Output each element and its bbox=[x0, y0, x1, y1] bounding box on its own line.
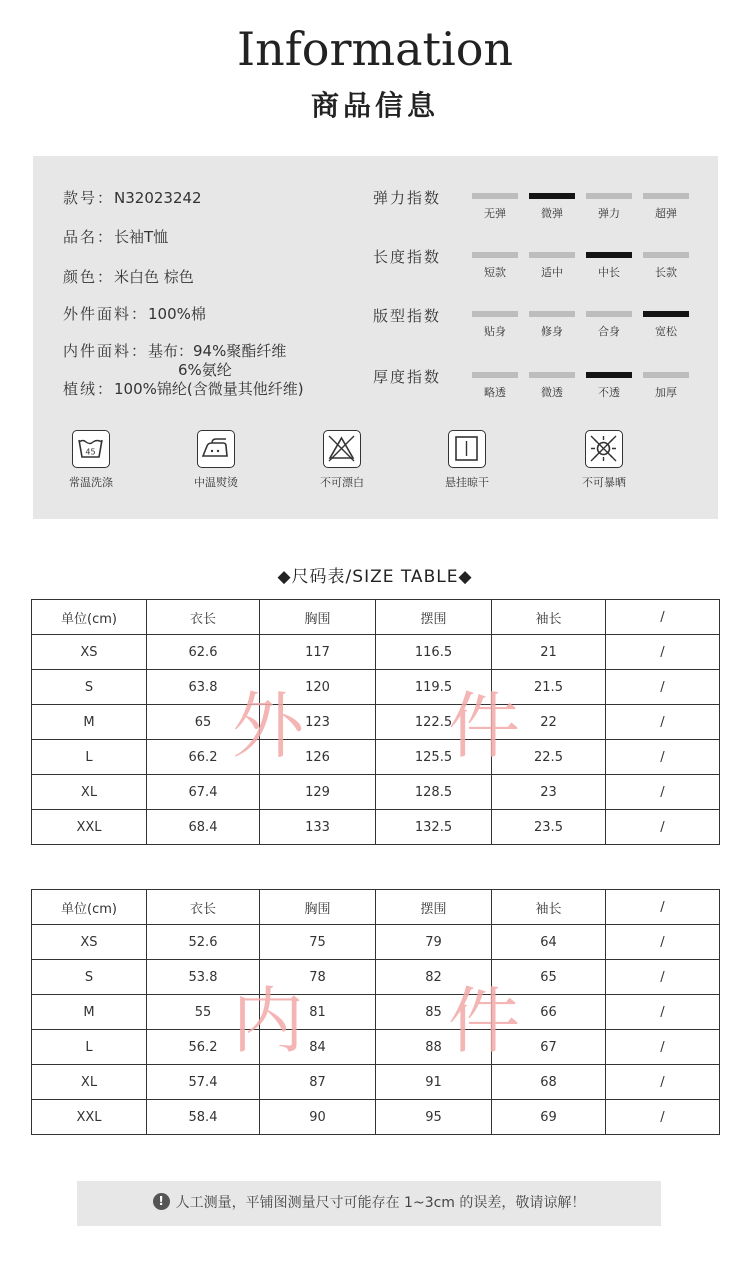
care-label: 不可暴晒 bbox=[582, 476, 626, 489]
table-cell: / bbox=[606, 740, 720, 775]
table-row bbox=[32, 810, 720, 845]
index-bar bbox=[643, 193, 689, 199]
table-cell: 62.6 bbox=[147, 635, 260, 670]
index-bar-selected bbox=[529, 193, 575, 199]
index-bar bbox=[472, 252, 518, 258]
spec-inner-fabric: 内件面料：基布：94%聚酯纤维 bbox=[63, 342, 287, 360]
watermark-char: 内 bbox=[232, 979, 305, 1063]
care-item bbox=[46, 430, 136, 490]
table-cell: 88 bbox=[376, 1030, 492, 1065]
table-header-cell: / bbox=[606, 600, 720, 635]
spec-style-no: 款号：N32023242 bbox=[63, 189, 202, 207]
index-title: 弹力指数 bbox=[373, 189, 442, 207]
size-label-cell: M bbox=[32, 705, 147, 740]
table-cell: 133 bbox=[260, 810, 376, 845]
table-cell: 85 bbox=[376, 995, 492, 1030]
diamond-icon: ◆ bbox=[458, 567, 473, 587]
title-zh: 商品信息 bbox=[310, 89, 439, 122]
no-bleach-icon bbox=[323, 430, 361, 468]
watermark-char: 件 bbox=[448, 979, 521, 1063]
table-cell: 125.5 bbox=[376, 740, 492, 775]
size-label-cell: XS bbox=[32, 635, 147, 670]
table-cell: 122.5 bbox=[376, 705, 492, 740]
table-cell: / bbox=[606, 810, 720, 845]
care-label: 常温洗涤 bbox=[69, 476, 113, 489]
size-label-cell: XXL bbox=[32, 1100, 147, 1135]
table-cell: 64 bbox=[492, 925, 606, 960]
table-header-row bbox=[32, 600, 720, 635]
no-sun-icon bbox=[585, 430, 623, 468]
table-cell: 132.5 bbox=[376, 810, 492, 845]
table-cell: / bbox=[606, 775, 720, 810]
table-row bbox=[32, 705, 720, 740]
table-header-row bbox=[32, 890, 720, 925]
table-cell: 67 bbox=[492, 1030, 606, 1065]
table-header-cell: 衣长 bbox=[147, 600, 260, 635]
table-cell: / bbox=[606, 1065, 720, 1100]
index-option-label: 不透 bbox=[598, 386, 620, 399]
table-cell: 68 bbox=[492, 1065, 606, 1100]
size-table-title: ◆尺码表/SIZE TABLE◆ bbox=[277, 567, 473, 587]
title-en: Information bbox=[236, 22, 514, 76]
size-label-cell: L bbox=[32, 1030, 147, 1065]
table-row bbox=[32, 670, 720, 705]
table-cell: 95 bbox=[376, 1100, 492, 1135]
table-row bbox=[32, 775, 720, 810]
diamond-icon: ◆ bbox=[277, 567, 292, 587]
table-row bbox=[32, 960, 720, 995]
table-cell: / bbox=[606, 705, 720, 740]
index-bar-selected bbox=[586, 252, 632, 258]
size-label-cell: XL bbox=[32, 775, 147, 810]
table-cell: 66 bbox=[492, 995, 606, 1030]
index-option-label: 贴身 bbox=[484, 325, 506, 338]
watermark-char: 件 bbox=[448, 684, 521, 768]
table-header-cell: 胸围 bbox=[260, 890, 376, 925]
index-option-label: 修身 bbox=[541, 325, 563, 338]
table-cell: 63.8 bbox=[147, 670, 260, 705]
table-cell: 23 bbox=[492, 775, 606, 810]
table-cell: 82 bbox=[376, 960, 492, 995]
table-cell: 22.5 bbox=[492, 740, 606, 775]
table-cell: 126 bbox=[260, 740, 376, 775]
index-option-label: 短款 bbox=[484, 266, 506, 279]
table-cell: 23.5 bbox=[492, 810, 606, 845]
table-header-cell: 摆围 bbox=[376, 890, 492, 925]
index-option-label: 适中 bbox=[541, 266, 563, 279]
table-cell: 128.5 bbox=[376, 775, 492, 810]
care-item bbox=[559, 430, 649, 490]
index-title: 厚度指数 bbox=[373, 368, 442, 386]
table-cell: 123 bbox=[260, 705, 376, 740]
table-cell: 65 bbox=[492, 960, 606, 995]
size-label-cell: S bbox=[32, 670, 147, 705]
table-cell: 79 bbox=[376, 925, 492, 960]
note-text: 人工测量，平铺图测量尺寸可能存在 1~3cm 的误差，敬请谅解！ bbox=[175, 1195, 586, 1211]
table-cell: 58.4 bbox=[147, 1100, 260, 1135]
index-title: 版型指数 bbox=[373, 307, 442, 325]
table-cell: 66.2 bbox=[147, 740, 260, 775]
table-cell: / bbox=[606, 1100, 720, 1135]
table-cell: 81 bbox=[260, 995, 376, 1030]
care-label: 不可漂白 bbox=[320, 476, 364, 489]
table-cell: 116.5 bbox=[376, 635, 492, 670]
table-cell: 75 bbox=[260, 925, 376, 960]
table-cell: 65 bbox=[147, 705, 260, 740]
index-bar-selected bbox=[586, 372, 632, 378]
index-bar-selected bbox=[643, 311, 689, 317]
table-header-cell: / bbox=[606, 890, 720, 925]
index-option-label: 长款 bbox=[655, 266, 677, 279]
table-cell: 56.2 bbox=[147, 1030, 260, 1065]
index-option-label: 微弹 bbox=[541, 207, 563, 220]
table-cell: 52.6 bbox=[147, 925, 260, 960]
table-cell: 119.5 bbox=[376, 670, 492, 705]
table-cell: 129 bbox=[260, 775, 376, 810]
table-row bbox=[32, 635, 720, 670]
table-cell: 87 bbox=[260, 1065, 376, 1100]
table-cell: 21.5 bbox=[492, 670, 606, 705]
table-cell: 57.4 bbox=[147, 1065, 260, 1100]
index-bar bbox=[472, 311, 518, 317]
table-cell: 21 bbox=[492, 635, 606, 670]
table-row bbox=[32, 995, 720, 1030]
hang-dry-icon bbox=[448, 430, 486, 468]
care-label: 中温熨烫 bbox=[194, 476, 238, 489]
table-cell: / bbox=[606, 925, 720, 960]
index-option-label: 超弹 bbox=[655, 207, 677, 220]
size-label-cell: XXL bbox=[32, 810, 147, 845]
table-cell: 91 bbox=[376, 1065, 492, 1100]
index-bar bbox=[472, 372, 518, 378]
index-bar bbox=[643, 372, 689, 378]
table-header-cell: 袖长 bbox=[492, 600, 606, 635]
table-cell: 67.4 bbox=[147, 775, 260, 810]
spec-flocking: 植绒：100%锦纶(含微量其他纤维) bbox=[63, 380, 304, 398]
table-cell: / bbox=[606, 960, 720, 995]
table-cell: 120 bbox=[260, 670, 376, 705]
spec-inner-fabric-2: 6%氨纶 bbox=[178, 361, 232, 379]
table-header-cell: 单位(cm) bbox=[32, 890, 147, 925]
table-row bbox=[32, 1065, 720, 1100]
table-header-cell: 单位(cm) bbox=[32, 600, 147, 635]
size-label-cell: M bbox=[32, 995, 147, 1030]
index-option-label: 中长 bbox=[598, 266, 620, 279]
table-header-cell: 摆围 bbox=[376, 600, 492, 635]
index-bar bbox=[472, 193, 518, 199]
table-cell: 22 bbox=[492, 705, 606, 740]
table-cell: 78 bbox=[260, 960, 376, 995]
table-cell: 90 bbox=[260, 1100, 376, 1135]
table-cell: 68.4 bbox=[147, 810, 260, 845]
index-bar bbox=[643, 252, 689, 258]
table-cell: 69 bbox=[492, 1100, 606, 1135]
table-row bbox=[32, 740, 720, 775]
index-option-label: 宽松 bbox=[655, 325, 677, 338]
table-cell: / bbox=[606, 995, 720, 1030]
iron-medium-icon bbox=[197, 430, 235, 468]
table-header-cell: 袖长 bbox=[492, 890, 606, 925]
size-label-cell: XS bbox=[32, 925, 147, 960]
table-cell: 84 bbox=[260, 1030, 376, 1065]
table-cell: / bbox=[606, 670, 720, 705]
size-label-cell: L bbox=[32, 740, 147, 775]
table-row bbox=[32, 1100, 720, 1135]
index-bar bbox=[529, 311, 575, 317]
index-bar bbox=[529, 372, 575, 378]
table-row bbox=[32, 925, 720, 960]
index-option-label: 略透 bbox=[484, 386, 506, 399]
wash-temperature: 45 bbox=[85, 447, 96, 457]
table-header-cell: 衣长 bbox=[147, 890, 260, 925]
care-label: 悬挂晾干 bbox=[445, 476, 489, 489]
spec-outer-fabric: 外件面料：100%棉 bbox=[63, 305, 206, 323]
index-bar bbox=[529, 252, 575, 258]
spec-name: 品名：长袖T恤 bbox=[63, 228, 169, 246]
wash-45-icon bbox=[72, 430, 110, 468]
index-option-label: 弹力 bbox=[598, 207, 620, 220]
table-cell: 53.8 bbox=[147, 960, 260, 995]
table-row bbox=[32, 1030, 720, 1065]
size-label-cell: XL bbox=[32, 1065, 147, 1100]
care-item bbox=[297, 430, 387, 490]
table-cell: / bbox=[606, 1030, 720, 1065]
measurement-note bbox=[77, 1181, 661, 1226]
table-cell: 117 bbox=[260, 635, 376, 670]
index-title: 长度指数 bbox=[373, 248, 442, 266]
care-item bbox=[171, 430, 261, 490]
watermark-char: 外 bbox=[232, 684, 305, 768]
size-label-cell: S bbox=[32, 960, 147, 995]
product-info-panel bbox=[33, 156, 718, 519]
size-table-inner bbox=[31, 889, 720, 1135]
size-table-outer bbox=[31, 599, 720, 845]
care-item bbox=[422, 430, 512, 490]
table-cell: 55 bbox=[147, 995, 260, 1030]
spec-color: 颜色：米白色 棕色 bbox=[63, 268, 194, 286]
exclamation-icon: ! bbox=[153, 1193, 170, 1210]
table-cell: / bbox=[606, 635, 720, 670]
index-option-label: 微透 bbox=[541, 386, 563, 399]
index-bar bbox=[586, 311, 632, 317]
index-bar bbox=[586, 193, 632, 199]
index-option-label: 加厚 bbox=[655, 386, 677, 399]
index-option-label: 无弹 bbox=[484, 207, 506, 220]
index-option-label: 合身 bbox=[598, 325, 620, 338]
table-header-cell: 胸围 bbox=[260, 600, 376, 635]
